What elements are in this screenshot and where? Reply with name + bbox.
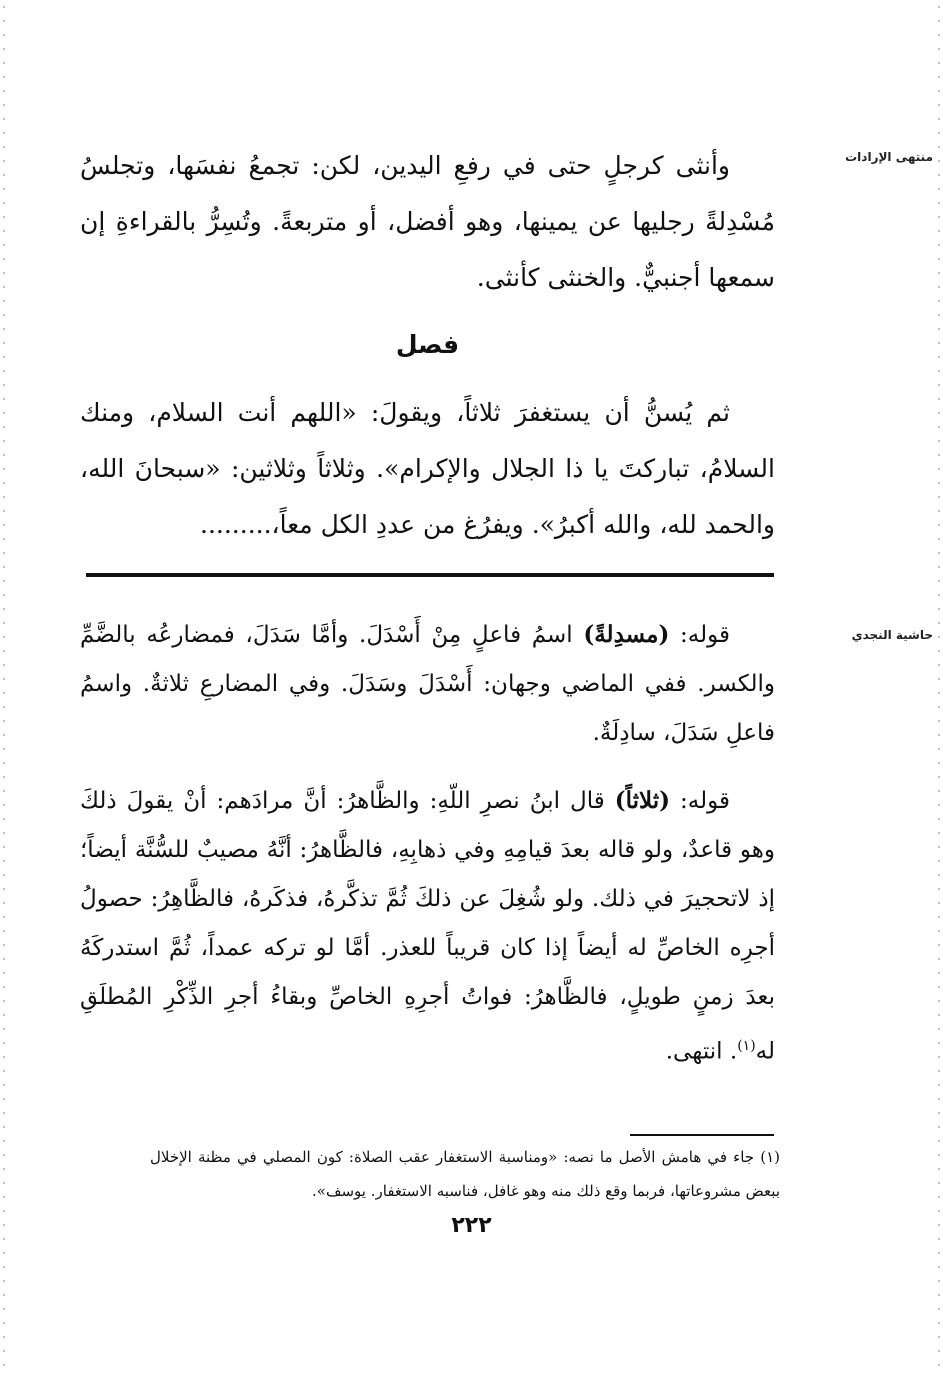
commentary-1-text: اسمُ فاعلٍ مِنْ أَسْدَلَ. وأمَّا سَدَلَ، فمضارعُه بالضَّمِّ والكسر. ففي الماضي وجهان: أَسْدَلَ وسَدَلَ. وفي المضارعِ ثلاثةٌ. واسمُ فاعلِ سَدَلَ، سادِلَةٌ. [80,622,775,746]
footnote-reference: (١) [737,1038,756,1054]
commentary-paragraph-1 [80,610,775,758]
commentary-2-end: . انتهى. [665,1038,738,1065]
main-paragraph-1: وأنثى كرجلٍ حتى في رفعِ اليدين، لكن: تجمعُ نفسَها، وتجلسُ مُسْدِلةً رجليها عن يمينها، وهو أفضل، أو متربعةً. وتُسِرُّ بالقراءةِ إن سمعها أجنبيٌّ. والخنثى كأنثى. [80,151,775,292]
page-number: ٢٢٢ [451,1213,492,1238]
commentary-2-keyword: (ثلاثاً) [614,787,671,814]
commentary-1-prefix: قوله: [669,622,730,648]
section-heading: فصل [395,330,460,359]
margin-label-main: منتهى الإرادات [845,150,933,164]
commentary-2-text: قال ابنُ نصرِ اللّهِ: والظَّاهرُ: أنَّ مرادَهم: أنْ يقولَ ذلكَ وهو قاعدٌ، ولو قاله بعدَ قيامِهِ وفي ذهابِهِ، فالظَّاهرُ: أنَّهُ مصيبٌ للسُّنَّة أيضاً؛ إذ لاتحجيرَ في ذلك. ولو شُغِلَ عن ذلكَ ثُمَّ تذكَّرهُ، فذكَرهُ، فالظَّاهِرُ: حصولُ أجرِه الخاصِّ له أيضاً إذا كان قريباً للعذر. أمَّا لو تركه عمداً، ثُمَّ استدركَهُ بعدَ زمنٍ طويلٍ، فالظَّاهرُ: فواتُ أجرِهِ الخاصِّ وبقاءُ أجرِ الذِّكْرِ المُطلَقِ له [80,788,775,1065]
footnote-rule [630,1134,774,1136]
commentary-2-prefix: قوله: [670,788,730,814]
margin-label-commentary: حاشية النجدي [851,628,933,642]
section-divider [86,573,774,577]
left-edge-dots [3,0,5,1373]
commentary-paragraph-2 [80,776,775,1077]
right-edge-dots [938,0,940,1373]
main-paragraph-2: ثم يُسنُّ أن يستغفرَ ثلاثاً، ويقولَ: «اللهم أنت السلام، ومنك السلامُ، تباركتَ يا ذا الجلال والإكرام». وثلاثاً وثلاثين: «سبحانَ الله، والحمد لله، والله أكبرُ». ويفرُغ من عددِ الكل معاً،......... [80,398,775,539]
main-text-block [80,138,775,306]
commentary-block [80,610,775,1095]
footnote-block [150,1140,780,1208]
commentary-1-keyword: (مسدِلةً) [583,621,670,648]
main-text-block-2 [80,385,775,553]
footnote-text: (١) جاء في هامش الأصل ما نصه: «ومناسبة الاستغفار عقب الصلاة: كون المصلي في مظنة الإخلال ببعض مشروعاتها، فربما وقع ذلك منه وهو غافل، فناسبه الاستغفار. يوسف». [150,1148,780,1200]
